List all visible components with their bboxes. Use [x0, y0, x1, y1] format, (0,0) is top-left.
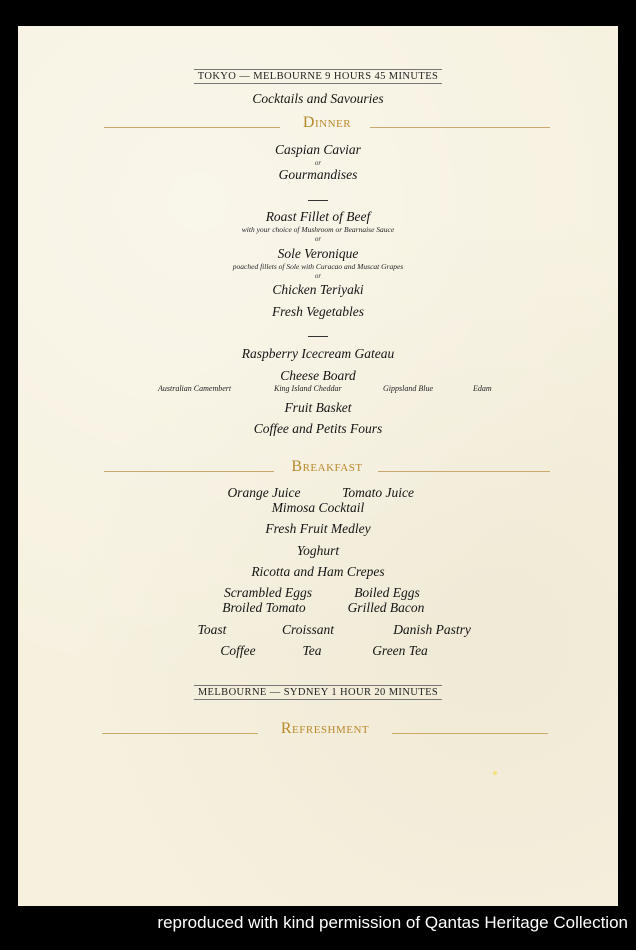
cheese-camembert: Australian Camembert	[158, 384, 232, 393]
menu-item-orange-juice: Orange Juice	[227, 485, 301, 500]
menu-item-grilled-bacon: Grilled Bacon	[347, 600, 425, 615]
paper-speck	[493, 771, 497, 775]
dinner-heading: Dinner	[302, 114, 352, 131]
menu-item-boiled-eggs: Boiled Eggs	[354, 585, 420, 600]
route-label: TOKYO — MELBOURNE 9 HOURS 45 MINUTES	[194, 69, 443, 84]
menu-item-chicken: Chicken Teriyaki	[272, 282, 364, 297]
menu-item-crepes: Ricotta and Ham Crepes	[251, 564, 385, 579]
menu-item-beef: Roast Fillet of Beef	[265, 209, 371, 224]
menu-item-gateau: Raspberry Icecream Gateau	[241, 346, 395, 361]
menu-note-beef: with your choice of Mushroom or Bearnaise Sauce	[241, 225, 395, 234]
menu-item-tomato-juice: Tomato Juice	[342, 485, 414, 500]
menu-item-coffee-petits-fours: Coffee and Petits Fours	[253, 421, 383, 436]
menu-item-sole: Sole Veronique	[277, 246, 359, 261]
menu-page	[18, 26, 618, 906]
refreshment-heading: Refreshment	[280, 720, 370, 737]
menu-item-vegetables: Fresh Vegetables	[271, 304, 365, 319]
breakfast-heading: Breakfast	[291, 458, 363, 475]
menu-item-yoghurt: Yoghurt	[296, 543, 340, 558]
menu-item-gourmandises: Gourmandises	[278, 167, 358, 182]
menu-item-tea: Tea	[302, 643, 322, 658]
menu-item-coffee: Coffee	[220, 643, 256, 658]
menu-item-green-tea: Green Tea	[372, 643, 428, 658]
course-divider	[308, 336, 328, 337]
cheese-edam: Edam	[473, 384, 492, 393]
menu-note-sole: poached fillets of Sole with Curacao and Muscat Grapes	[232, 262, 404, 271]
menu-item-scrambled-eggs: Scrambled Eggs	[223, 585, 313, 600]
route-melbourne-sydney	[18, 685, 618, 700]
menu-item-cocktails: Cocktails and Savouries	[252, 91, 384, 106]
cheese-cheddar: King Island Cheddar	[274, 384, 342, 393]
menu-item-toast: Toast	[197, 622, 227, 637]
menu-item-broiled-tomato: Broiled Tomato	[222, 600, 306, 615]
breakfast-section-header	[104, 458, 550, 478]
or-separator: or	[314, 235, 322, 243]
course-divider	[308, 200, 328, 201]
refreshment-section-header	[102, 720, 548, 740]
credit-caption: reproduced with kind permission of Qantas Heritage Collection	[157, 913, 628, 932]
menu-item-danish-pastry: Danish Pastry	[393, 622, 471, 637]
or-separator: or	[314, 159, 322, 167]
menu-item-mimosa: Mimosa Cocktail	[271, 500, 365, 515]
route-tokyo-melbourne	[18, 69, 618, 84]
menu-item-fruit-basket: Fruit Basket	[284, 400, 352, 415]
menu-item-cheese-board: Cheese Board	[280, 368, 356, 383]
cheese-gippsland-blue: Gippsland Blue	[383, 384, 433, 393]
menu-item-fruit-medley: Fresh Fruit Medley	[265, 521, 371, 536]
menu-item-caviar: Caspian Caviar	[275, 142, 361, 157]
dinner-section-header	[104, 114, 550, 134]
menu-item-croissant: Croissant	[281, 622, 335, 637]
or-separator: or	[314, 272, 322, 280]
route-label: MELBOURNE — SYDNEY 1 HOUR 20 MINUTES	[194, 685, 442, 700]
